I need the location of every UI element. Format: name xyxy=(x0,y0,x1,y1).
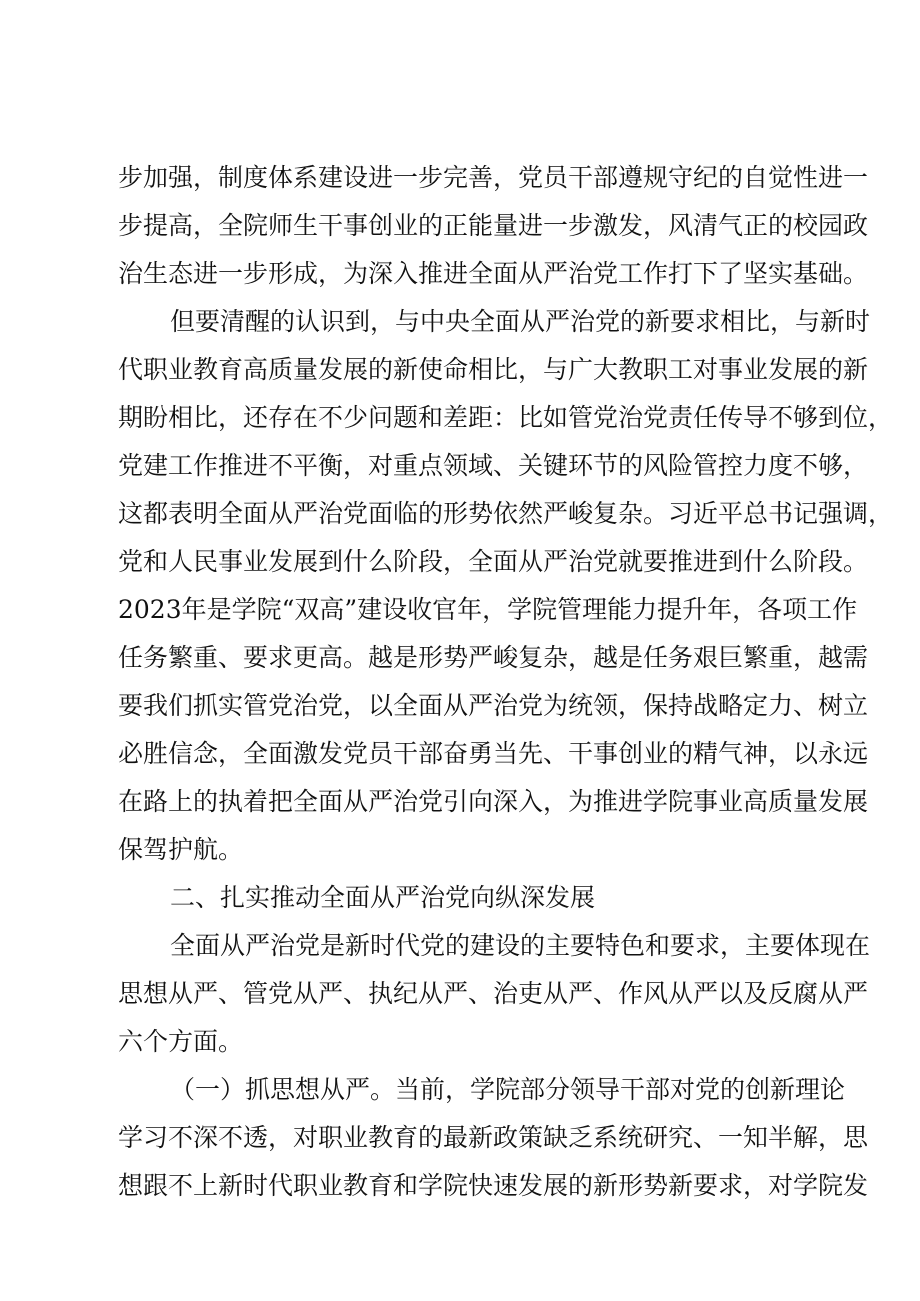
text-line: 步提高，全院师生干事创业的正能量进一步激发，风清气正的校园政 xyxy=(118,211,869,240)
text-line: 想跟不上新时代职业教育和学院快速发展的新形势新要求，对学院发 xyxy=(118,1171,869,1200)
text-line: 要我们抓实管党治党，以全面从严治党为统领，保持战略定力、树立 xyxy=(118,691,869,720)
text-line: 在路上的执着把全面从严治党引向深入，为推进学院事业高质量发展 xyxy=(118,787,869,816)
subsection-first-line: （一）抓思想从严。当前，学院部分领导干部对党的创新理论 xyxy=(170,1075,846,1104)
text-line: 党和人民事业发展到什么阶段，全面从严治党就要推进到什么阶段。 xyxy=(118,547,869,576)
text-line: 2023年是学院“双高”建设收官年，学院管理能力提升年，各项工作 xyxy=(118,595,858,624)
text-line: 保驾护航。 xyxy=(118,835,244,864)
text-line: 期盼相比，还存在不少问题和差距：比如管党治党责任传导不够到位， xyxy=(118,403,894,432)
text-line: 代职业教育高质量发展的新使命相比，与广大教职工对事业发展的新 xyxy=(118,355,869,384)
text-line: 六个方面。 xyxy=(118,1027,244,1056)
text-line: 任务繁重、要求更高。越是形势严峻复杂，越是任务艰巨繁重，越需 xyxy=(118,643,869,672)
text-line: 学习不深不透，对职业教育的最新政策缺乏系统研究、一知半解，思 xyxy=(118,1123,869,1152)
text-line: 这都表明全面从严治党面临的形势依然严峻复杂。习近平总书记强调， xyxy=(118,499,894,528)
text-line: 思想从严、管党从严、执纪从严、治吏从严、作风从严以及反腐从严 xyxy=(118,979,869,1008)
text-line: 必胜信念，全面激发党员干部奋勇当先、干事创业的精气神，以永远 xyxy=(118,739,869,768)
text-line: 党建工作推进不平衡，对重点领域、关键环节的风险管控力度不够， xyxy=(118,451,869,480)
section-heading: 二、扎实推动全面从严治党向纵深发展 xyxy=(170,883,596,912)
paragraph-first-line: 全面从严治党是新时代党的建设的主要特色和要求，主要体现在 xyxy=(170,931,871,960)
text-line: 步加强，制度体系建设进一步完善，党员干部遵规守纪的自觉性进一 xyxy=(118,163,869,192)
paragraph-first-line: 但要清醒的认识到，与中央全面从严治党的新要求相比，与新时 xyxy=(170,307,871,336)
text-line: 治生态进一步形成，为深入推进全面从严治党工作打下了坚实基础。 xyxy=(118,259,869,288)
